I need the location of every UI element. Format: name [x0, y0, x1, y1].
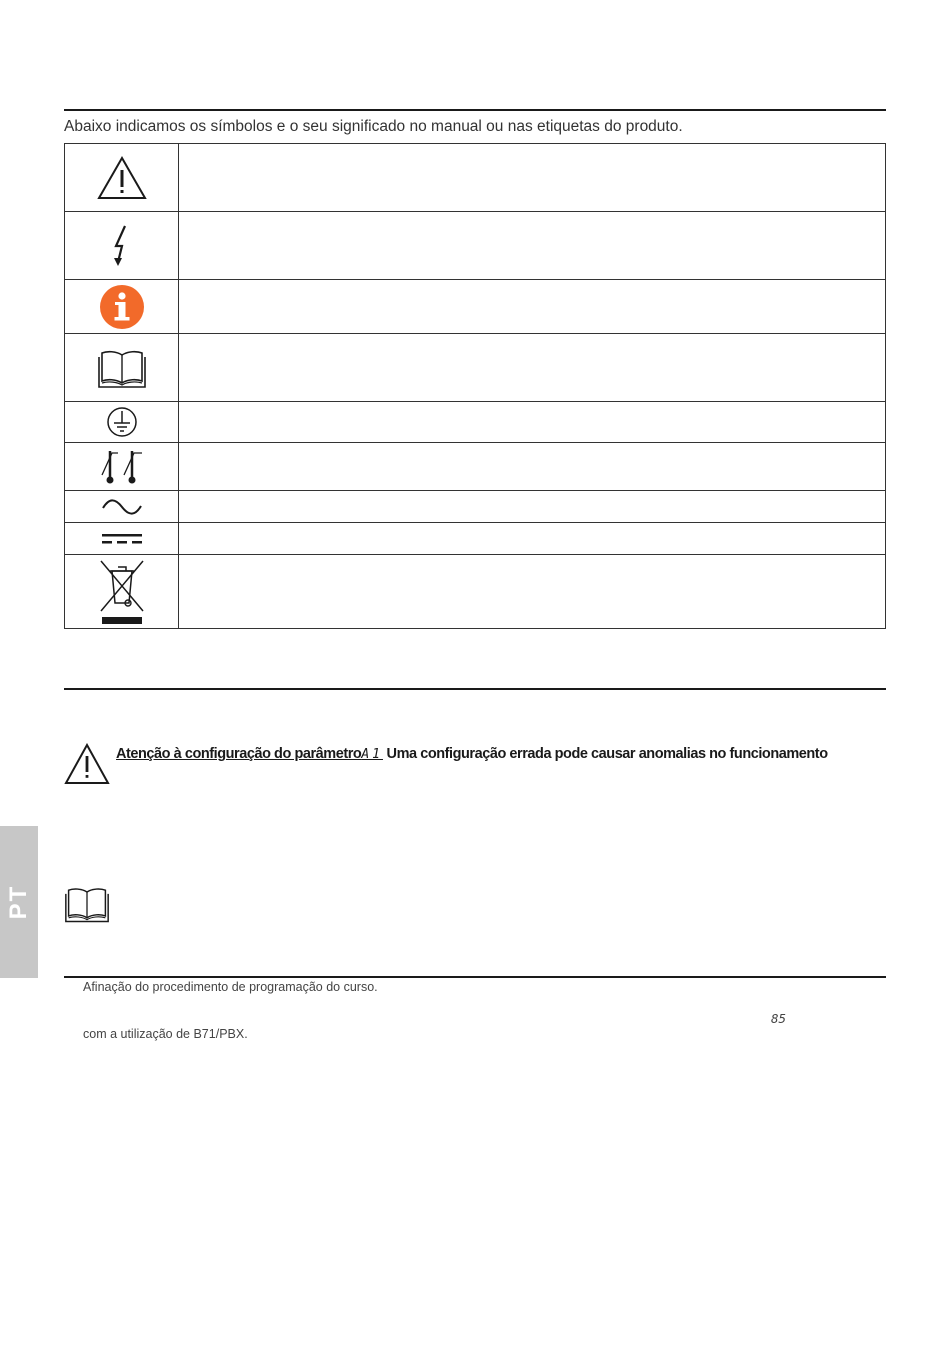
- direct-current-icon: [65, 531, 178, 547]
- page-number: 85: [771, 1011, 787, 1026]
- language-tab-label: PT: [5, 884, 32, 920]
- top-rule: [64, 109, 886, 111]
- alternating-current-icon: [65, 498, 178, 516]
- warning-body-text: Uma configuração errada pode causar anomalias no funcionamento: [382, 746, 828, 762]
- table-row: [65, 523, 886, 555]
- parameter-code: A1: [361, 747, 383, 762]
- language-tab: [0, 826, 38, 978]
- warning-triangle-icon: [64, 743, 110, 790]
- footer-rule: [64, 976, 886, 978]
- warning-text: [116, 746, 886, 762]
- table-row: [65, 491, 886, 523]
- table-row: [65, 334, 886, 402]
- intro-text: Abaixo indicamos os símbolos e o seu significado no manual ou nas etiquetas do produto.: [64, 118, 683, 135]
- footer-line-2: com a utilização de B71/PBX.: [83, 1027, 248, 1041]
- table-row: [65, 555, 886, 629]
- crossed-out-wheelie-bin-icon: [65, 559, 178, 625]
- protective-earth-icon: [65, 406, 178, 438]
- manual-book-icon: [65, 347, 178, 389]
- info-icon: [65, 284, 178, 330]
- footer-line-1: Afinação do procedimento de programação do curso.: [83, 980, 378, 994]
- table-row: [65, 443, 886, 491]
- manual-book-icon: [64, 884, 110, 929]
- table-row: [65, 144, 886, 212]
- table-row: [65, 280, 886, 334]
- parameter-warning: [64, 743, 886, 785]
- table-row: [65, 402, 886, 443]
- electric-hazard-icon: [65, 224, 178, 268]
- section-rule: [64, 688, 886, 690]
- warning-underlined-text: Atenção à configuração do parâmetro: [116, 746, 362, 762]
- temperature-range-icon: [65, 447, 178, 487]
- table-row: [65, 212, 886, 280]
- symbols-table: [64, 143, 886, 629]
- warning-triangle-icon: [65, 156, 178, 200]
